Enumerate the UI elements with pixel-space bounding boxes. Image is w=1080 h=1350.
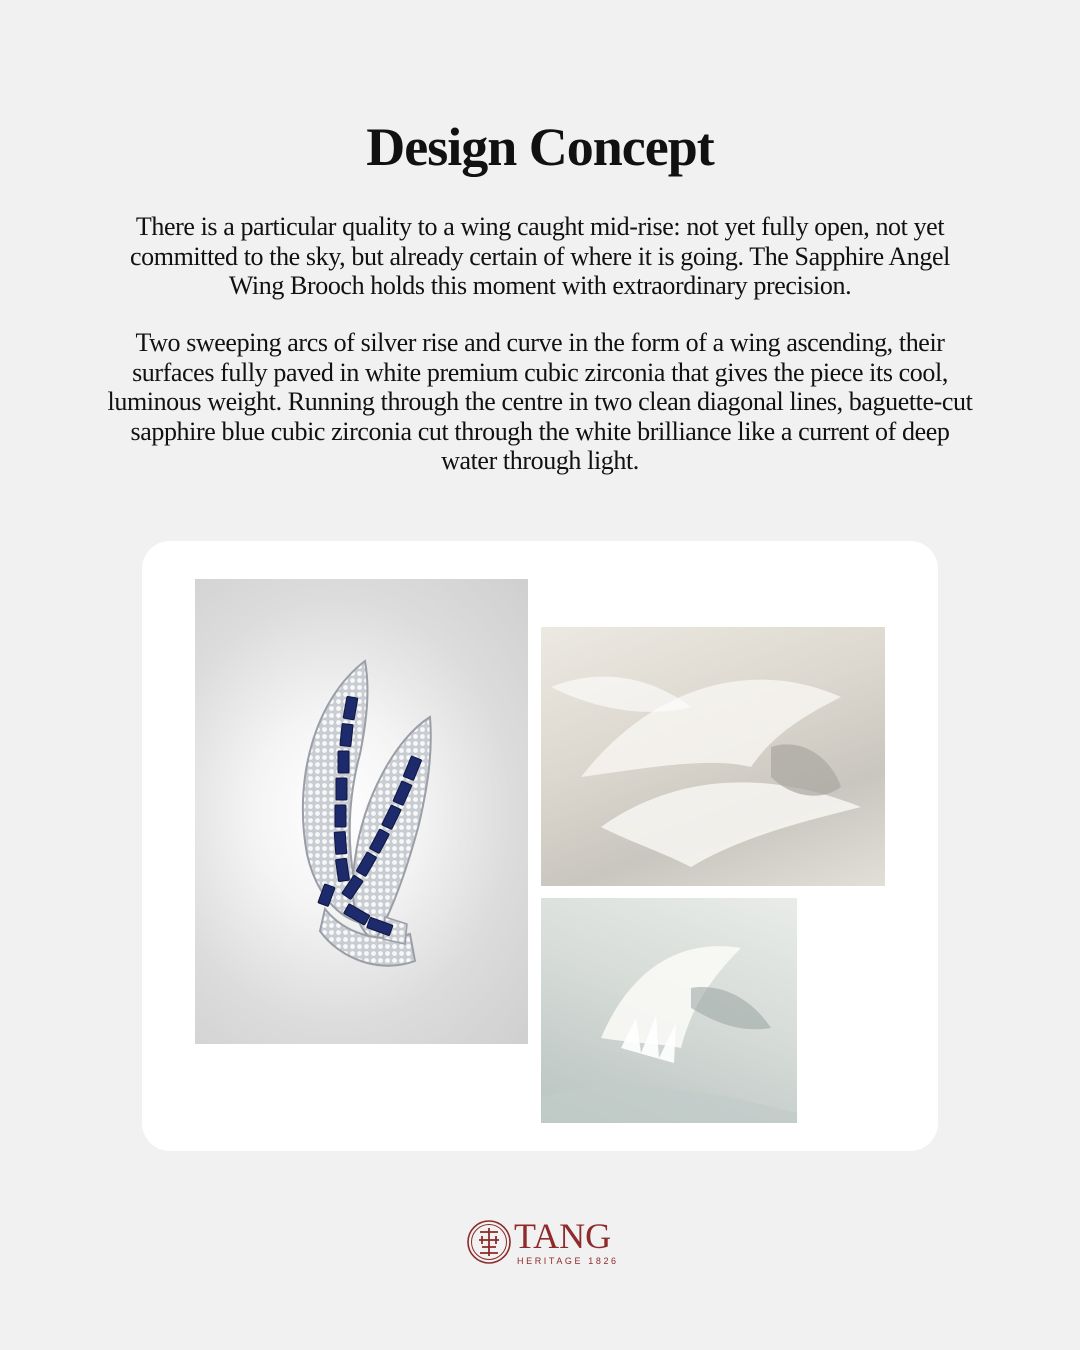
page-title: Design Concept	[366, 117, 714, 177]
image-collage-card	[142, 541, 938, 1151]
seal-icon	[466, 1219, 512, 1265]
brand-tagline: HERITAGE 1826	[517, 1256, 619, 1266]
wing-texture-1	[541, 627, 885, 886]
description-paragraph: Two sweeping arcs of silver rise and curve in the form of a wing ascending, their surfaces fully paved in white premium cubic zirconia that gives the piece its cool, luminous weight. Running through the centre in two clean diagonal lines, baguette-cut sapphire blue cubic zirconia cut through the white brilliance like a current of deep water through light.	[107, 328, 973, 475]
brooch-photo	[195, 579, 528, 1044]
brooch-illustration	[195, 579, 528, 1044]
wing-moodboard-photo-1	[541, 627, 885, 886]
wing-texture-2	[541, 898, 797, 1123]
brand-logo	[466, 1216, 626, 1272]
intro-paragraph: There is a particular quality to a wing caught mid-rise: not yet fully open, not yet committed to the sky, but already certain of where it is going. The Sapphire Angel Wing Brooch holds this moment with extraordinary precision.	[130, 212, 950, 300]
brand-name: TANG	[514, 1216, 612, 1256]
wing-moodboard-photo-2	[541, 898, 797, 1123]
